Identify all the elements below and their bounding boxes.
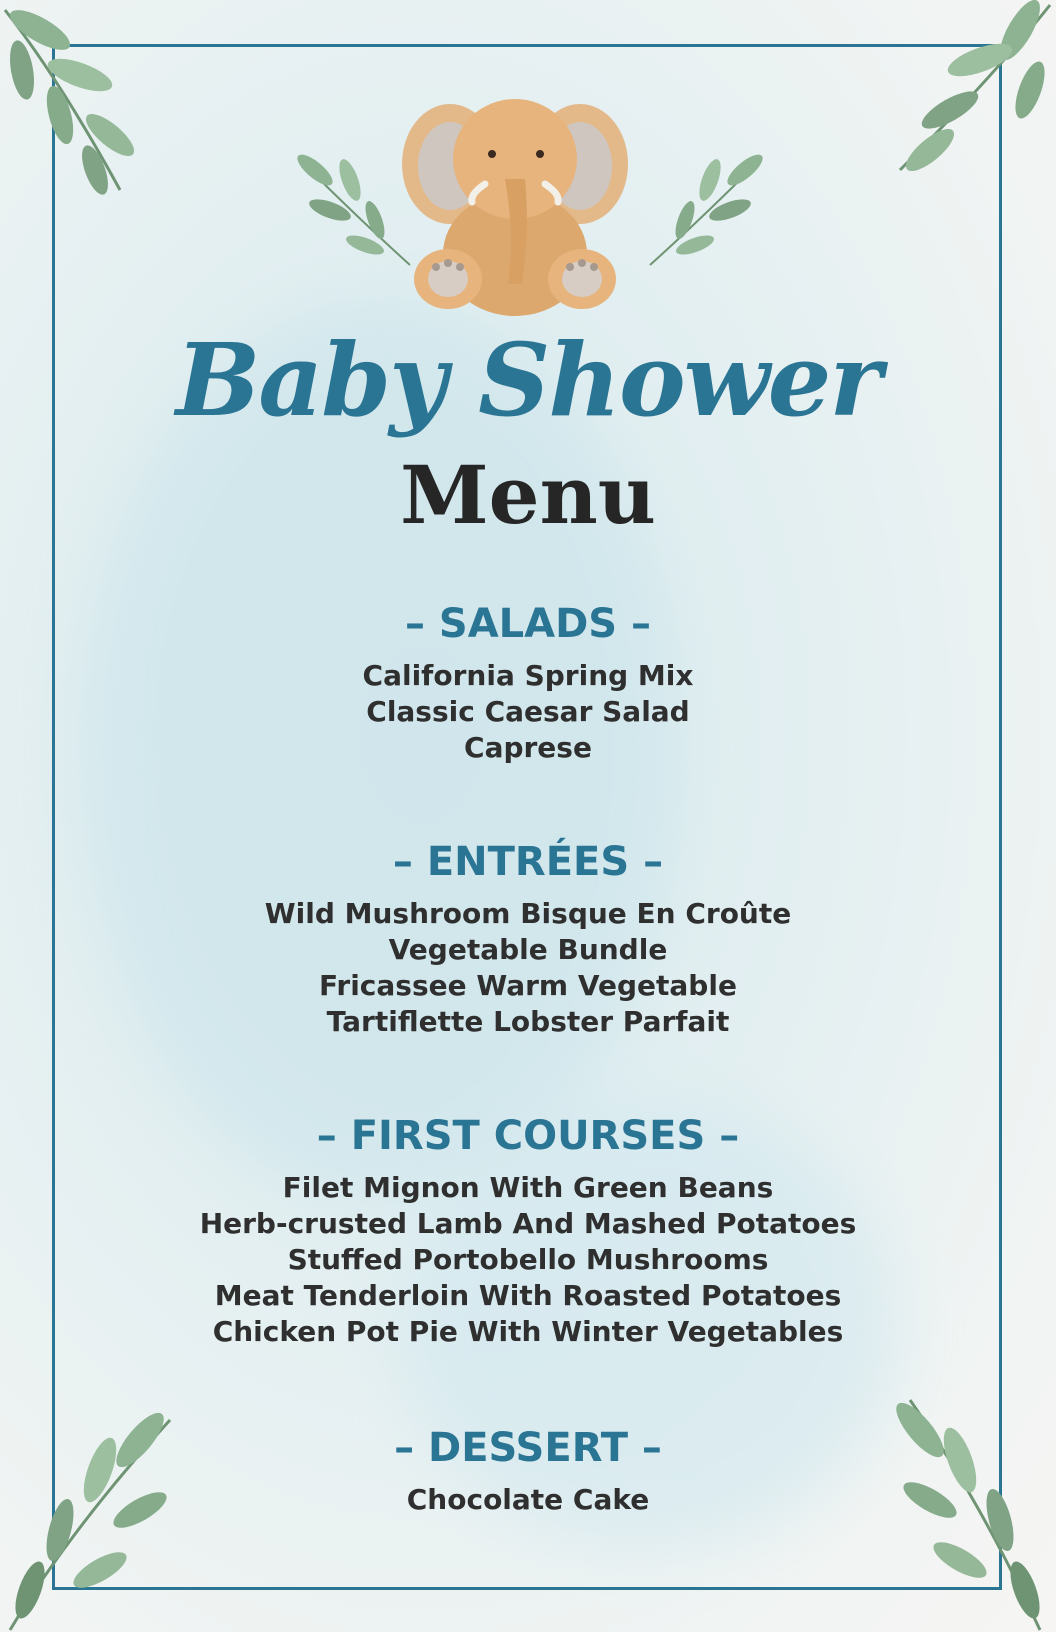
- menu-item: Tartiflette Lobster Parfait: [326, 1005, 730, 1038]
- section-heading: – DESSERT –: [394, 1425, 662, 1471]
- section-dessert: [0, 1424, 1056, 1518]
- elephant-illustration: [400, 84, 630, 324]
- menu-item: Herb-crusted Lamb And Mashed Potatoes: [199, 1207, 857, 1240]
- menu-item: Classic Caesar Salad: [366, 695, 690, 728]
- menu-item: Fricassee Warm Vegetable: [319, 969, 737, 1002]
- menu-item: Vegetable Bundle: [388, 933, 668, 966]
- menu-item: Wild Mushroom Bisque En Croûte: [264, 897, 792, 930]
- section-salads: [0, 600, 1056, 766]
- menu-item: Stuffed Portobello Mushrooms: [287, 1243, 769, 1276]
- menu-item: California Spring Mix: [362, 659, 694, 692]
- leaf-decoration-top-right: [890, 0, 1056, 190]
- section-entrees: [0, 838, 1056, 1040]
- section-heading: – SALADS –: [404, 601, 652, 647]
- section-heading: – ENTRÉES –: [392, 839, 664, 885]
- leaf-sprig-right: [640, 140, 770, 270]
- menu-item: Chicken Pot Pie With Winter Vegetables: [212, 1315, 844, 1348]
- menu-item: Meat Tenderloin With Roasted Potatoes: [214, 1279, 842, 1312]
- menu-item: Filet Mignon With Green Beans: [282, 1171, 774, 1204]
- menu-item: Chocolate Cake: [406, 1483, 650, 1516]
- section-heading: – FIRST COURSES –: [316, 1113, 740, 1159]
- section-first-courses: [0, 1112, 1056, 1350]
- title-menu: Menu: [400, 448, 656, 542]
- menu-item: Caprese: [464, 731, 592, 764]
- leaf-decoration-top-left: [0, 0, 150, 200]
- title-script: Baby Shower: [175, 321, 881, 439]
